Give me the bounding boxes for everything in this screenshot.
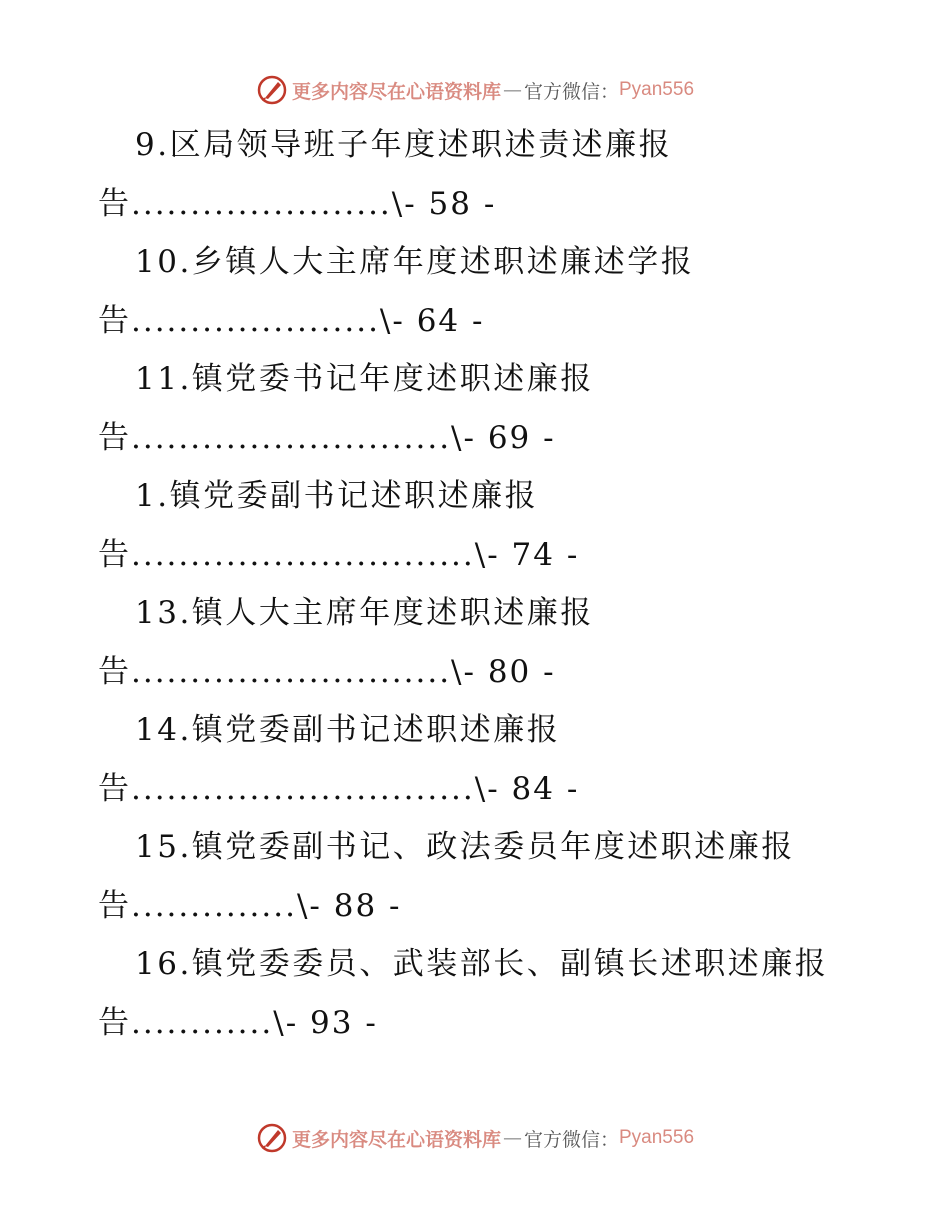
toc-entry-title: 16.镇党委委员、武装部长、副镇长述职述廉报 (135, 946, 829, 982)
watermark-text: 更多内容尽在心语资料库 (291, 1128, 501, 1151)
toc-entry-leader: 告...........................\- 80 - (98, 653, 556, 690)
toc-entry-leader: 告...........................\- 69 - (98, 419, 556, 456)
toc-entry-title: 10.乡镇人大主席年度述职述廉述学报 (135, 244, 695, 280)
toc-entry-title: 9.区局领导班子年度述职述责述廉报 (135, 127, 673, 163)
toc-entry-leader: 告.............................\- 74 - (98, 536, 580, 573)
footer-watermark (0, 1118, 950, 1158)
watermark-text: 更多内容尽在心语资料库 (291, 80, 501, 103)
toc-entry-leader: 告............\- 93 - (98, 1004, 378, 1041)
toc-entry-title: 15.镇党委副书记、政法委员年度述职述廉报 (135, 829, 795, 865)
toc-entry-leader: 告..............\- 88 - (98, 887, 402, 924)
table-of-contents (98, 116, 898, 1052)
toc-entry-leader: 告.....................\- 64 - (98, 302, 485, 339)
quill-pen-circle-icon (256, 1122, 288, 1154)
watermark-weixin-id: Pyan556 (619, 1127, 695, 1148)
watermark-weixin-label: 官方微信： (523, 1128, 619, 1151)
toc-entry-leader: 告......................\- 58 - (98, 185, 497, 222)
toc-entry-title: 13.镇人大主席年度述职述廉报 (135, 595, 594, 631)
toc-entry-title: 14.镇党委副书记述职述廉报 (135, 712, 561, 748)
watermark-weixin-label: 官方微信： (523, 80, 619, 103)
toc-entry-title: 1.镇党委副书记述职述廉报 (135, 478, 539, 514)
watermark-weixin-id: Pyan556 (619, 79, 695, 100)
header-watermark (0, 70, 950, 110)
watermark-dash: — (502, 1127, 522, 1149)
toc-entry-title: 11.镇党委书记年度述职述廉报 (135, 361, 594, 397)
watermark-dash: — (502, 79, 522, 101)
quill-pen-circle-icon (256, 74, 288, 106)
toc-entry-leader: 告.............................\- 84 - (98, 770, 580, 807)
